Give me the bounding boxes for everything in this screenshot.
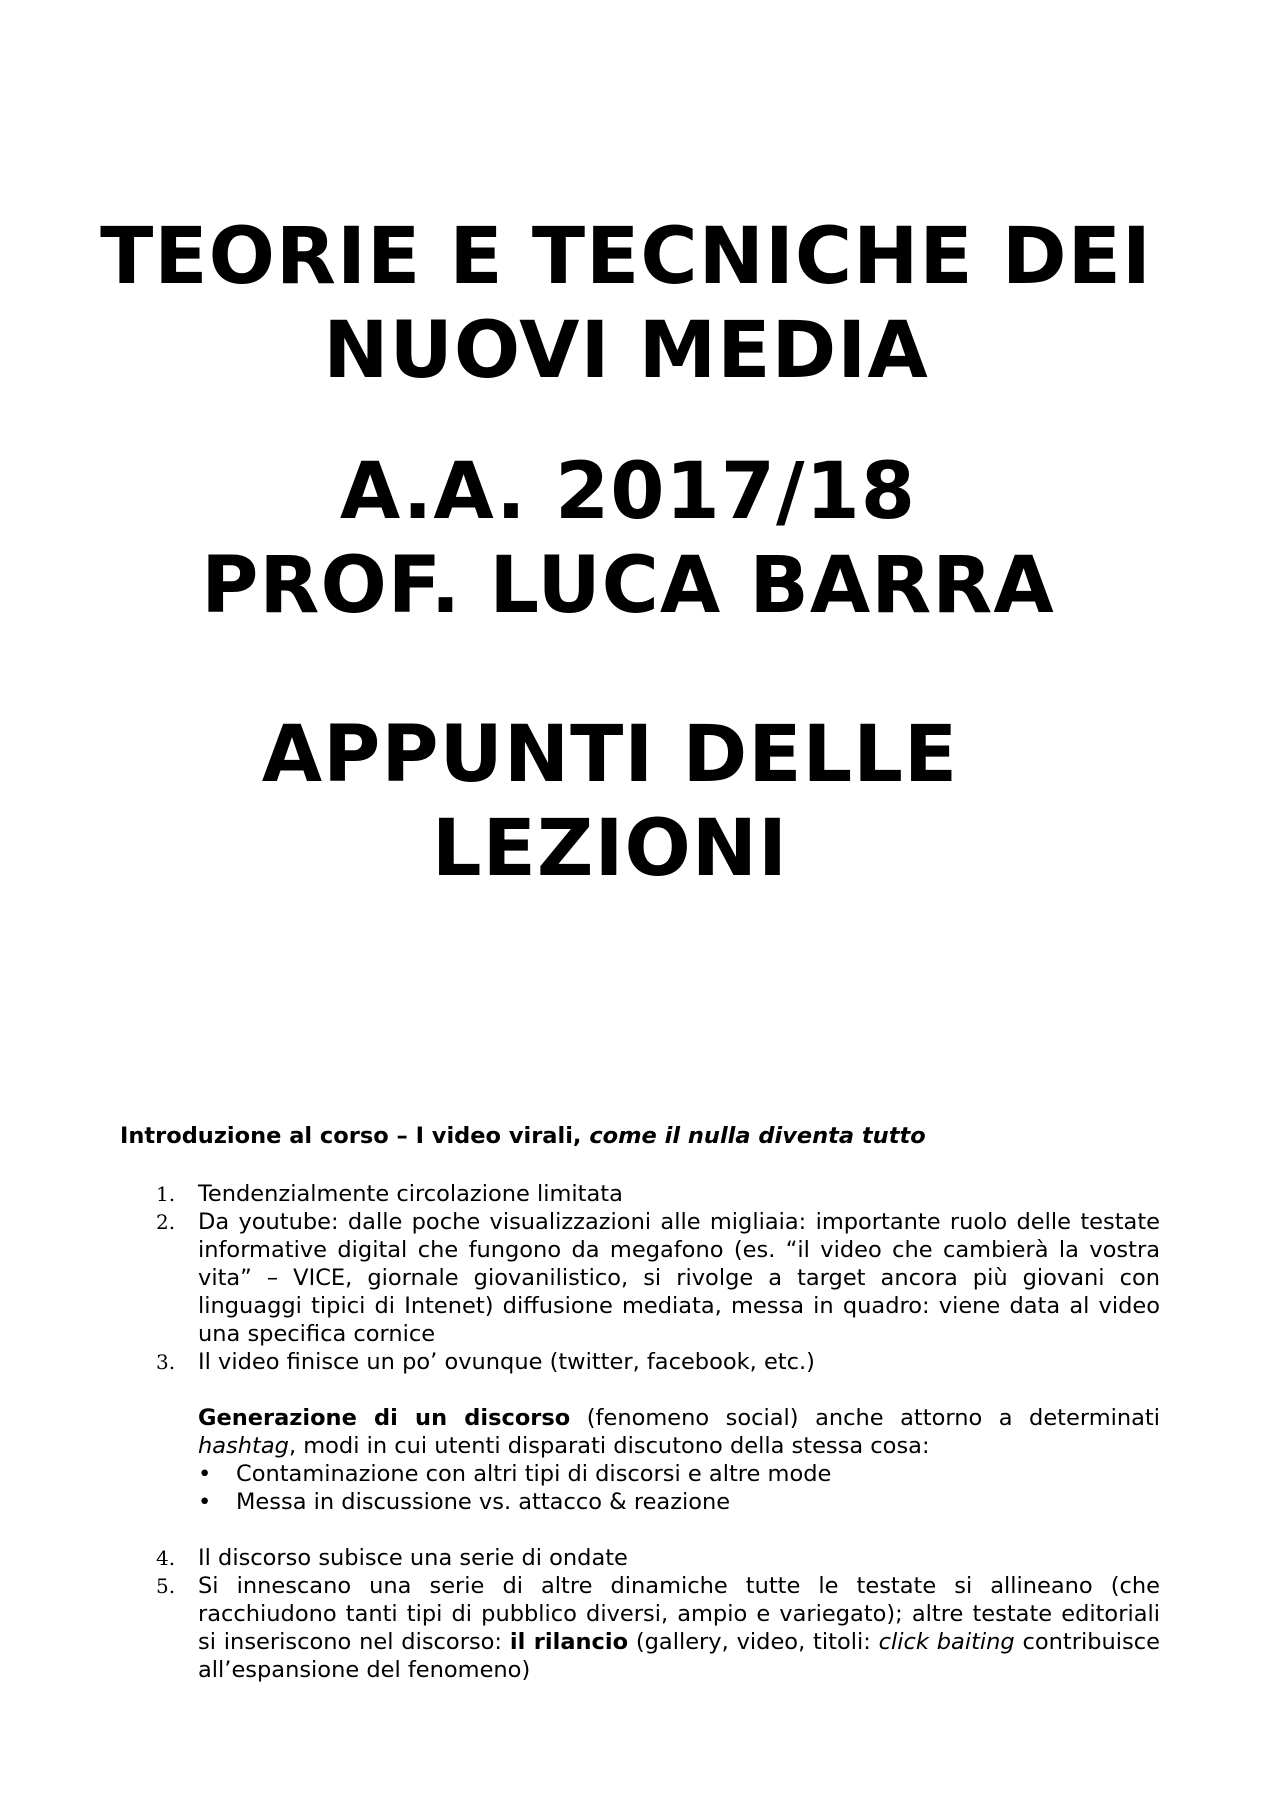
discourse-paragraph <box>120 1404 1160 1460</box>
notes-title-line-2: LEZIONI <box>431 804 789 894</box>
list-number: 2. <box>156 1210 176 1234</box>
list-text-bold: il rilancio <box>509 1629 629 1655</box>
discourse-bold: Generazione di un discorso <box>198 1405 571 1431</box>
list-number: 4. <box>156 1546 176 1570</box>
list-number: 3. <box>156 1350 176 1374</box>
list-number: 1. <box>156 1182 176 1206</box>
course-title-line-2: NUOVI MEDIA <box>323 306 929 396</box>
bullet-dot: • <box>198 1461 212 1487</box>
list-number: 5. <box>156 1574 176 1598</box>
professor-name: PROF. LUCA BARRA <box>201 541 1055 631</box>
discourse-text-2: , modi in cui utenti disparati discutono della stessa cosa: <box>288 1433 930 1459</box>
list-item <box>120 1180 1160 1208</box>
bullet-item <box>120 1460 1160 1488</box>
bullet-item <box>120 1488 1160 1516</box>
list-text-c: contribuisce all’espansione del fenomeno) <box>198 1629 1160 1683</box>
academic-year: A.A. 2017/18 <box>339 447 917 537</box>
notes-title <box>0 708 1250 896</box>
notes-title-line-1: APPUNTI DELLE <box>261 710 959 800</box>
bullet-text: Messa in discussione vs. attacco & reazione <box>236 1489 731 1515</box>
list-item <box>120 1348 1160 1376</box>
section-heading-italic: come il nulla diventa tutto <box>589 1123 926 1149</box>
bullet-dot: • <box>198 1489 212 1515</box>
discourse-text-1: (fenomeno social) anche attorno a determinati <box>570 1405 1160 1431</box>
list-text: Il video finisce un po’ ovunque (twitter, facebook, etc.) <box>198 1349 815 1375</box>
list-text: Da youtube: dalle poche visualizzazioni alle migliaia: importante ruolo delle testate informative digital che fungono da megafono (es. “il video che cambierà la vostra vita” – VICE, giornale giovanilistico, si rivolge a target ancora più giovani con linguaggi tipici di Intenet) diffusione mediata, messa in quadro: viene data al video una specifica cornice <box>198 1209 1160 1347</box>
section-heading-bold: Introduzione al corso – I video virali, <box>120 1123 582 1149</box>
bullet-text: Contaminazione con altri tipi di discorsi e altre mode <box>236 1461 832 1487</box>
list-item <box>120 1544 1160 1572</box>
document-body <box>120 1122 1160 1684</box>
list-text-a: Si innescano una serie di altre dinamiche tutte le testate si allineano (che racchiudono tanti tipi di pubblico diversi, ampio e variegato); altre testate editoriali si inseriscono nel discorso: <box>198 1573 1160 1655</box>
list-text <box>198 1572 1160 1684</box>
section-heading <box>120 1122 1160 1150</box>
list-text: Il discorso subisce una serie di ondate <box>198 1545 628 1571</box>
list-item <box>120 1208 1160 1348</box>
list-text-b: (gallery, video, titoli: <box>628 1629 879 1655</box>
list-text: Tendenzialmente circolazione limitata <box>198 1181 623 1207</box>
course-year-professor <box>0 445 1268 633</box>
spacer <box>120 1516 1160 1544</box>
discourse-italic: hashtag <box>198 1433 289 1459</box>
list-item <box>120 1572 1160 1684</box>
course-title <box>0 210 1266 398</box>
course-title-line-1: TEORIE E TECNICHE DEI <box>100 212 1152 302</box>
list-text-italic: click baiting <box>878 1629 1015 1655</box>
